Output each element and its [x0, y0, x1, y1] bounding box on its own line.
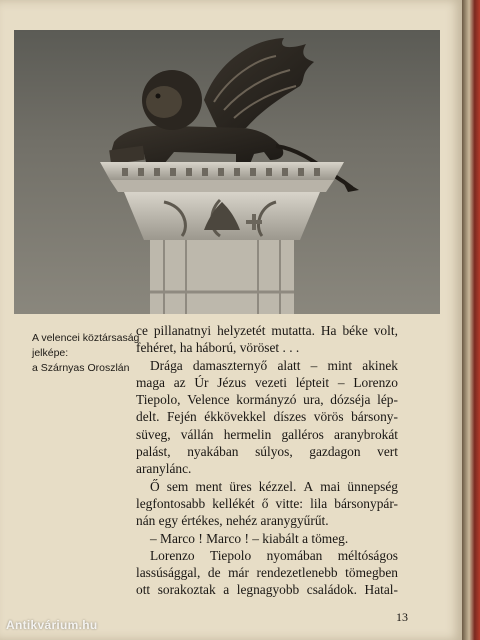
word: Tiepolo: [210, 547, 252, 563]
word: hermelin: [223, 426, 272, 442]
word: ura,: [303, 392, 324, 408]
word: Drága: [150, 357, 183, 373]
word: bársonypár-: [334, 495, 398, 511]
word: süveg,: [136, 426, 171, 442]
text-line: [136, 391, 398, 408]
word: gazdagon: [309, 444, 361, 460]
text-line: [136, 530, 398, 547]
word: lépteit: [295, 374, 330, 390]
word: A: [303, 478, 314, 494]
word: –: [337, 374, 345, 390]
word: ott: [136, 582, 151, 598]
text-line-content: – Marco ! Marco ! – kiabált a tömeg.: [150, 530, 349, 546]
text-line: [136, 443, 398, 460]
word: Fején: [166, 409, 197, 425]
word: mai: [320, 478, 341, 494]
word: tömegben: [345, 565, 398, 581]
word: nyomában: [266, 547, 323, 563]
word: kellékét: [212, 495, 255, 511]
text-line: [136, 564, 398, 581]
word: legfontosabb: [136, 495, 206, 511]
word: Ő: [150, 478, 160, 494]
word: damaszternyő: [192, 357, 268, 373]
word: üres: [229, 478, 252, 494]
text-line: [136, 512, 398, 529]
word: méltóságos: [337, 547, 398, 563]
text-line: [136, 322, 398, 339]
word: rendezetlenebb: [256, 565, 338, 581]
text-line: [136, 426, 398, 443]
text-line: [136, 408, 398, 425]
text-line: [136, 495, 398, 512]
text-line: [136, 581, 398, 598]
word: Ha: [320, 323, 337, 338]
word: az: [173, 374, 186, 390]
word: mutatta.: [271, 323, 315, 338]
text-line: [136, 357, 398, 374]
watermark: Antikvárium.hu: [6, 618, 98, 632]
word: legnagyobb: [236, 582, 300, 598]
book-edge: [462, 0, 480, 640]
caption-line: jelképe:: [32, 347, 69, 359]
word: vállán: [180, 426, 214, 442]
word: aranybrokát: [334, 426, 398, 442]
word: mint: [327, 357, 353, 373]
photo-caption: [32, 331, 140, 376]
text-line: [136, 478, 398, 495]
winged-lion-illustration: [14, 30, 440, 314]
text-line: [136, 374, 398, 391]
word: lassúsággal,: [136, 565, 201, 581]
word: a: [223, 582, 230, 598]
text-line-content: fehéret, ha háború, vöröset . . .: [136, 340, 300, 356]
winged-lion-photo: [14, 30, 440, 314]
word: Tiepolo,: [136, 392, 181, 408]
word: galléros: [281, 426, 324, 442]
word: ő: [261, 495, 269, 511]
word: lép-: [377, 392, 398, 408]
word: bársony-: [351, 409, 398, 425]
word: Lorenzo: [150, 547, 195, 563]
word: kormányzó: [236, 392, 297, 408]
word: vezeti: [254, 374, 287, 390]
word: kézzel.: [258, 478, 297, 494]
word: sorakoztak: [157, 582, 216, 598]
word: ce: [136, 323, 148, 338]
word: ünnepség: [347, 478, 398, 494]
word: már: [228, 565, 249, 581]
word: de: [207, 565, 221, 581]
word: dózséja: [330, 392, 371, 408]
word: Úr: [194, 374, 209, 390]
word: Velence: [187, 392, 230, 408]
word: ment: [195, 478, 223, 494]
word: vörös: [313, 409, 344, 425]
word: súlyos,: [255, 444, 293, 460]
word: nyakában: [187, 444, 239, 460]
word: vert: [377, 444, 398, 460]
word: pillanatnyi: [153, 323, 212, 338]
body-text: [136, 322, 398, 599]
word: Lorenzo: [353, 374, 398, 390]
word: béke: [342, 323, 368, 338]
text-line: [136, 460, 398, 477]
word: sem: [166, 478, 189, 494]
word: palást,: [136, 444, 171, 460]
page-number: 13: [396, 610, 408, 624]
word: vitte:: [275, 495, 304, 511]
word: –: [310, 357, 318, 373]
caption-line: A velencei köztársaság: [32, 332, 140, 344]
word: családok.: [306, 582, 357, 598]
word: delt.: [136, 409, 160, 425]
text-line-content: aranylánc.: [136, 461, 192, 477]
word: akinek: [362, 357, 398, 373]
word: ékkövekkel: [204, 409, 266, 425]
word: alatt: [277, 357, 301, 373]
word: díszes: [273, 409, 307, 425]
text-line-content: nán egy értékes, nehéz aranygyűrűt.: [136, 513, 329, 529]
word: maga: [136, 374, 165, 390]
word: helyzetét: [217, 323, 266, 338]
text-line: [136, 339, 398, 356]
caption-line: a Szárnyas Oroszlán: [32, 362, 130, 374]
word: Jézus: [217, 374, 247, 390]
word: lila: [310, 495, 328, 511]
word: volt,: [373, 323, 398, 338]
text-line: [136, 547, 398, 564]
word: Hatal-: [364, 582, 398, 598]
